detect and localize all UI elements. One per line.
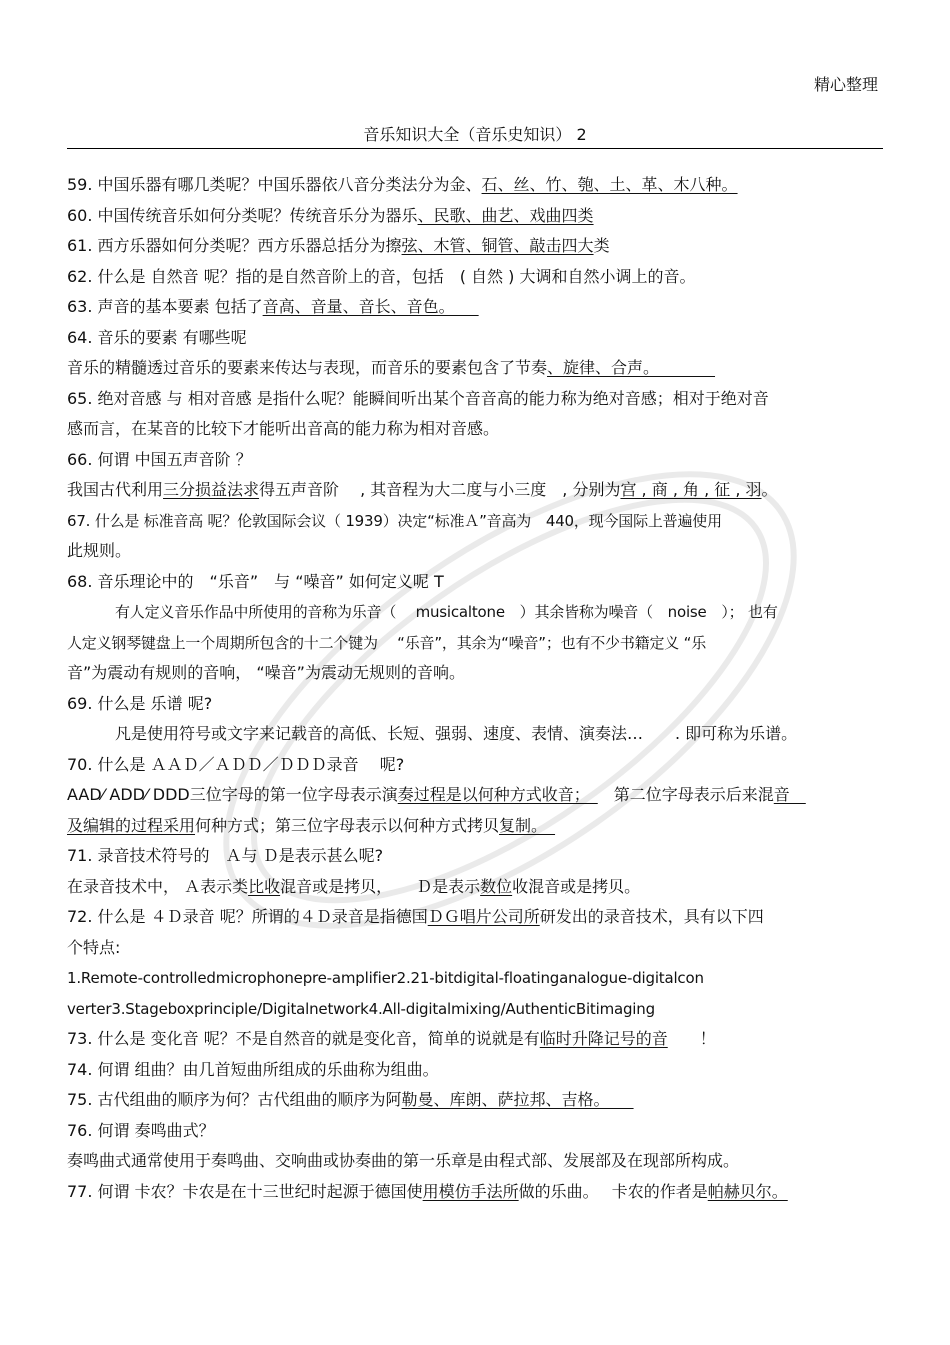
item-75: 75. 古代组曲的顺序为何？古代组曲的顺序为阿勒曼、库朗、萨拉邦、吉格。 (67, 1090, 634, 1109)
item-72: 72. 什么是 ４Ｄ录音 呢？所谓的４Ｄ录音是指德国ＤＧ唱片公司所研发出的录音技术，具有以下四 (67, 907, 764, 926)
item-73: 73. 什么是 变化音 呢？不是自然音的就是变化音，简单的说就是有临时升降记号的音 ！ (67, 1029, 716, 1048)
item-72-cont: 个特点: (67, 937, 121, 957)
item-76-answer: 奏鸣曲式通常使用于奏鸣曲、交响曲或协奏曲的第一乐章是由程式部、发展部及在现部所构成。 (67, 1151, 740, 1170)
item-70: 70. 什么是 ＡＡＤ／ＡＤＤ／ＤＤＤ录音 呢? (67, 754, 405, 774)
item-60: 60. 中国传统音乐如何分类呢？传统音乐分为器乐、民歌、曲艺、戏曲四类 (67, 205, 594, 225)
item-72-features-2: verter3.Stageboxprinciple/Digitalnetwork4.All-digitalmixing/AuthenticBitimaging (67, 999, 655, 1018)
item-67-cont: 此规则。 (67, 541, 132, 560)
item-76: 76. 何谓 奏鸣曲式？ (67, 1120, 215, 1140)
item-68: 68. 音乐理论中的 “乐音” 与 “噪音” 如何定义呢 T (67, 571, 444, 591)
item-61: 61. 西方乐器如何分类呢？西方乐器总括分为擦弦、木管、铜管、敲击四大类 (67, 236, 610, 255)
item-64: 64. 音乐的要素 有哪些呢 (67, 327, 247, 347)
item-74: 74. 何谓 组曲？由几首短曲所组成的乐曲称为组曲。 (67, 1059, 439, 1079)
document-title: 音乐知识大全（音乐史知识） 2 (363, 125, 587, 144)
item-70-answer-2: 及编辑的过程采用何种方式；第三位字母表示以何种方式拷贝复制。 (67, 815, 556, 835)
item-69-answer: 凡是使用符号或文字来记载音的高低、长短、强弱、速度、表情、演奏法… . 即可称为乐谱。 (115, 724, 798, 743)
item-64-answer: 音乐的精髓透过音乐的要素来传达与表现，而音乐的要素包含了节奏、旋律、合声。 (67, 358, 716, 377)
item-69: 69. 什么是 乐谱 呢? (67, 693, 213, 713)
item-72-features-1: 1.Remote-controlledmicrophonepre-amplifier2.21-bitdigital-floatinganalogue-digitalcon (67, 969, 704, 987)
item-68-answer-2: 人定义钢琴键盘上一个周期所包含的十二个键为 “乐音”，其余为“噪音”；也有不少书籍定义 “乐 (67, 633, 706, 652)
item-71-answer: 在录音技术中， Ａ表示类比收混音或是拷贝， Ｄ是表示数位收混音或是拷贝。 (67, 876, 641, 896)
item-68-answer-1: 有人定义音乐作品中所使用的音称为乐音（ musicaltone ）其余皆称为噪音（ noise ）； 也有 (115, 603, 778, 621)
page-header-label: 精心整理 (813, 75, 878, 94)
item-77: 77. 何谓 卡农？卡农是在十三世纪时起源于德国使用模仿手法所做的乐曲。 卡农的作者是帕赫贝尔。 (67, 1181, 788, 1201)
header-rule (67, 148, 883, 149)
item-59: 59. 中国乐器有哪几类呢？中国乐器依八音分类法分为金、石、丝、竹、匏、土、革、木八种。 (67, 175, 738, 194)
document-body (67, 170, 883, 1207)
item-62: 62. 什么是 自然音 呢？指的是自然音阶上的音，包括 ( 自然 ) 大调和自然小调上的音。 (67, 266, 696, 286)
item-66-answer: 我国古代利用三分损益法求得五声音阶 , 其音程为大二度与小三度 , 分别为宫 , 商 , 角 , 征 , 羽。 (67, 480, 778, 499)
item-65: 65. 绝对音感 与 相对音感 是指什么呢？能瞬间听出某个音音高的能力称为绝对音感；相对于绝对音 (67, 388, 769, 408)
item-66: 66. 何谓 中国五声音阶 ？ (67, 449, 252, 469)
item-70-answer-1: AAD⁄ ADD⁄ DDD三位字母的第一位字母表示演奏过程是以何种方式收音； 第二位字母表示后来混音 (67, 785, 806, 804)
item-68-answer-3: 音”为震动有规则的音响， “噪音”为震动无规则的音响。 (67, 663, 465, 682)
item-71: 71. 录音技术符号的 Ａ与 Ｄ是表示甚么呢? (67, 846, 384, 865)
item-67: 67. 什么是 标准音高 呢？伦敦国际会议（ 1939）决定“标准Ａ”音高为 440，现今国际上普遍使用 (67, 511, 722, 530)
item-63: 63. 声音的基本要素 包括了音高、音量、音长、音色。 (67, 297, 479, 316)
item-65-cont: 感而言，在某音的比较下才能听出音高的能力称为相对音感。 (67, 419, 500, 438)
